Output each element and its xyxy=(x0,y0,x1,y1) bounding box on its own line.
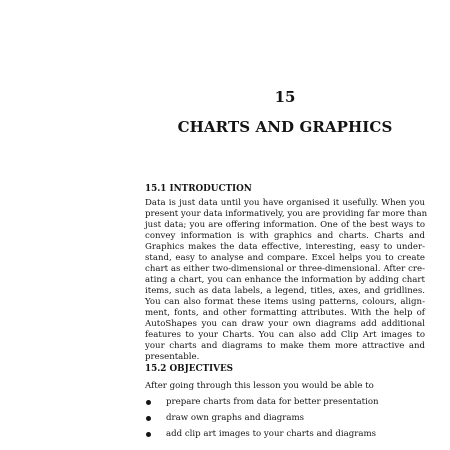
bullet-icon xyxy=(146,416,151,421)
paragraph-line: chart as either two-dimensional or three-dimensional. After cre- xyxy=(145,264,425,274)
objectives-intro: After going through this lesson you would be able to xyxy=(145,381,374,391)
chapter-title: CHARTS AND GRAPHICS xyxy=(177,118,393,136)
bullet-icon xyxy=(146,432,151,437)
paragraph-line: stand, easy to analyse and compare. Excel helps you to create xyxy=(145,253,425,263)
paragraph-line: items, such as data labels, a legend, titles, axes, and gridlines. xyxy=(145,286,425,296)
paragraph-line: presentable. xyxy=(145,352,200,362)
paragraph-line: just data; you are offering information. One of the best ways to xyxy=(145,220,425,230)
paragraph-line: Graphics makes the data effective, interesting, easy to under- xyxy=(145,242,425,252)
paragraph-line: ment, fonts, and other formatting attributes. With the help of xyxy=(145,308,425,318)
paragraph-line: Data is just data until you have organised it usefully. When you xyxy=(145,198,425,208)
paragraph-line: present your data informatively, you are providing far more than xyxy=(145,209,428,219)
section-heading-objectives: 15.2 OBJECTIVES xyxy=(145,364,233,374)
paragraph-line: your charts and diagrams to make them more attractive and xyxy=(145,341,425,351)
section-heading-introduction: 15.1 INTRODUCTION xyxy=(145,184,252,194)
paragraph-line: You can also format these items using patterns, colours, align- xyxy=(145,297,425,307)
paragraph-line: ating a chart, you can enhance the information by adding chart xyxy=(145,275,425,285)
paragraph-line: AutoShapes you can draw your own diagrams add additional xyxy=(145,319,425,329)
paragraph-line: convey information is with graphics and charts. Charts and xyxy=(145,231,425,241)
list-item-text: prepare charts from data for better presentation xyxy=(166,397,379,407)
list-item-text: add clip art images to your charts and diagrams xyxy=(166,429,377,439)
list-item-text: draw own graphs and diagrams xyxy=(166,413,305,423)
chapter-number: 15 xyxy=(274,88,296,106)
bullet-icon xyxy=(146,400,151,405)
paragraph-line: features to your Charts. You can also add Clip Art images to xyxy=(145,330,425,340)
